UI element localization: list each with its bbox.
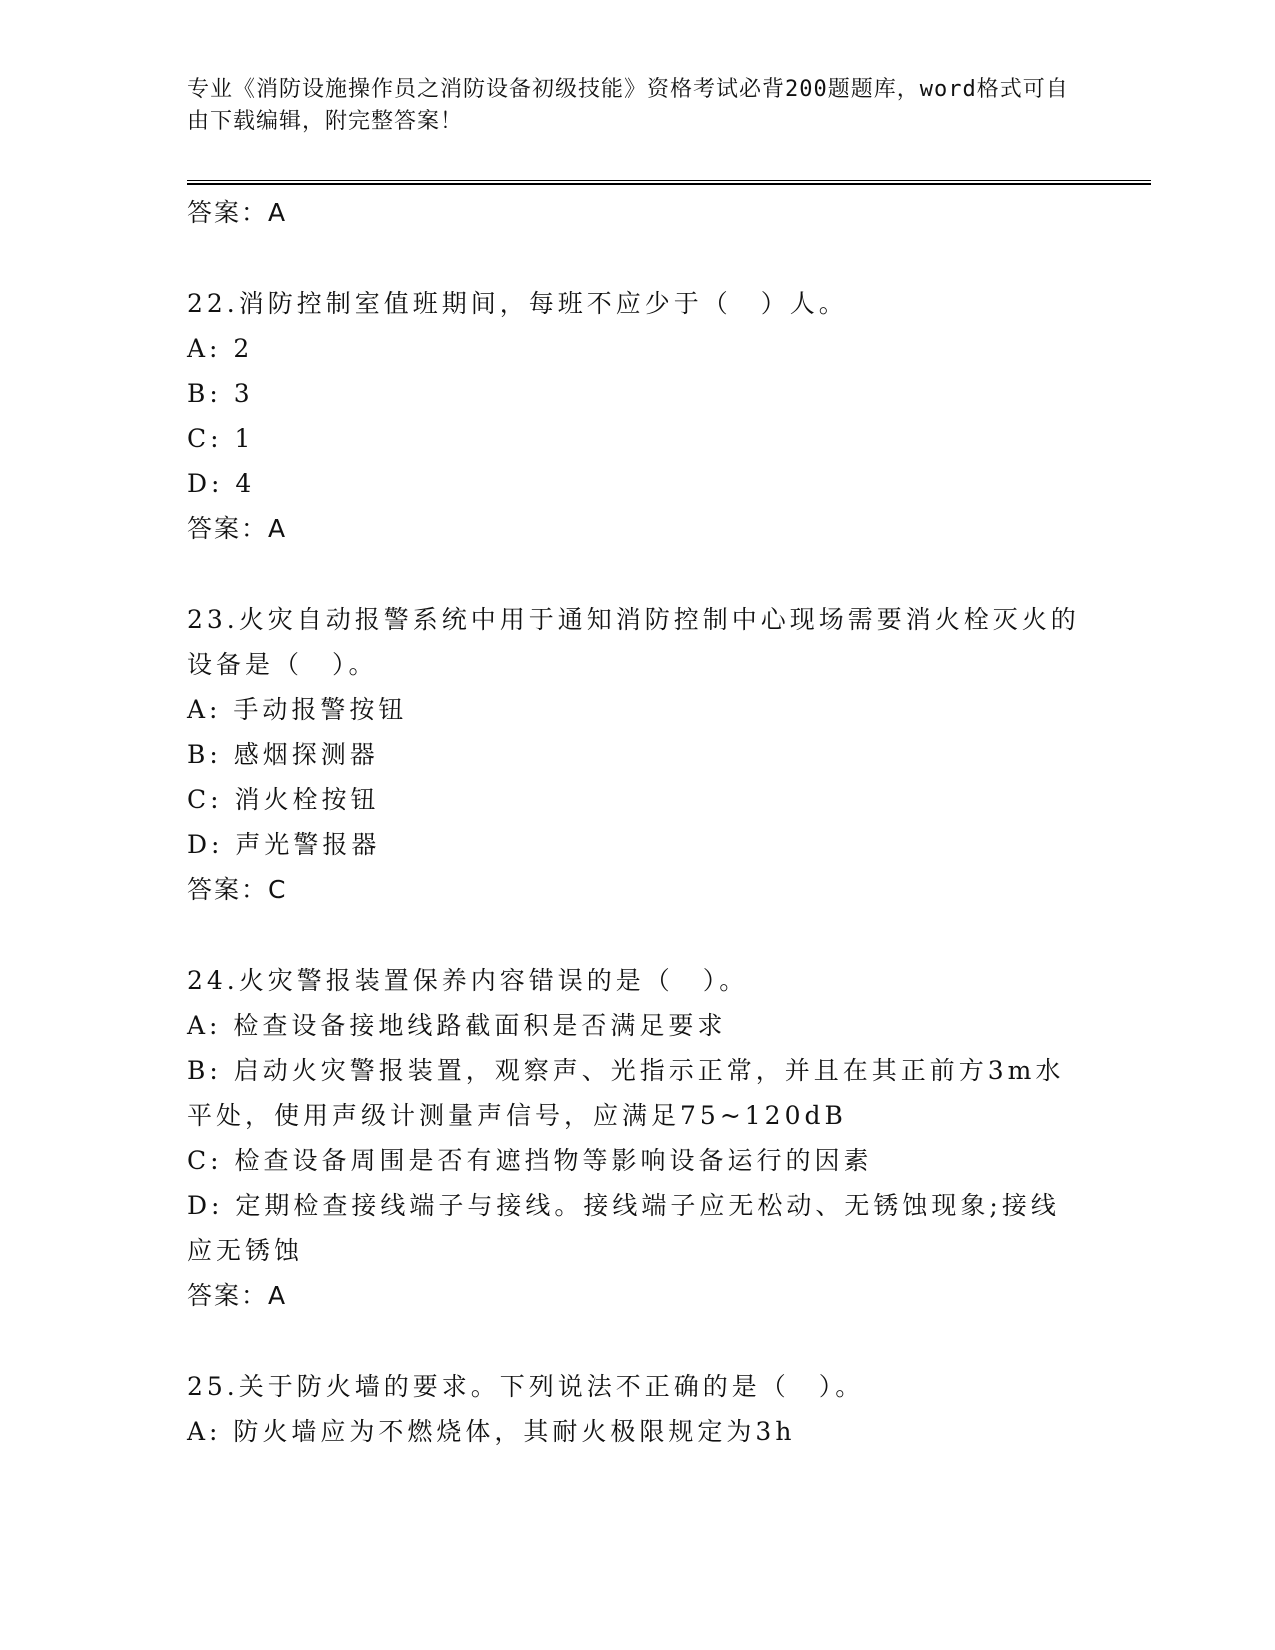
question-22 xyxy=(187,281,1087,551)
question-23 xyxy=(187,597,1087,912)
option-d: D: 声光警报器 xyxy=(187,830,381,859)
question-stem: 24.火灾警报装置保养内容错误的是（ ）。 xyxy=(187,966,749,995)
question-stem: 22.消防控制室值班期间，每班不应少于（ ）人。 xyxy=(187,289,848,318)
option-d: D: 定期检查接线端子与接线。接线端子应无松动、无锈蚀现象;接线应无锈蚀 xyxy=(187,1191,1060,1265)
option-c: C: 1 xyxy=(187,424,255,453)
header-divider xyxy=(187,180,1151,185)
option-b: B: 启动火灾警报装置，观察声、光指示正常，并且在其正前方3m水平处，使用声级计测量声信号，应满足75~120dB xyxy=(187,1056,1065,1130)
question-stem: 25.关于防火墙的要求。下列说法不正确的是（ ）。 xyxy=(187,1372,865,1401)
option-a: A: 手动报警按钮 xyxy=(187,695,408,724)
option-b: B: 感烟探测器 xyxy=(187,740,379,769)
question-24 xyxy=(187,958,1087,1318)
option-a: A: 检查设备接地线路截面积是否满足要求 xyxy=(187,1011,727,1040)
option-d: D: 4 xyxy=(187,469,256,498)
answer: 答案：A xyxy=(187,1281,288,1310)
answer: 答案：C xyxy=(187,875,288,904)
option-c: C: 消火栓按钮 xyxy=(187,785,380,814)
answer: 答案：A xyxy=(187,514,288,543)
document-header: 专业《消防设施操作员之消防设备初级技能》资格考试必背200题题库，word格式可自由下载编辑，附完整答案！ xyxy=(187,77,1069,134)
document-body xyxy=(187,190,1087,1454)
answer-21: 答案：A xyxy=(187,198,288,227)
option-b: B: 3 xyxy=(187,379,254,408)
option-a: A: 2 xyxy=(187,334,254,363)
option-c: C: 检查设备周围是否有遮挡物等影响设备运行的因素 xyxy=(187,1146,873,1175)
option-a: A: 防火墙应为不燃烧体，其耐火极限规定为3h xyxy=(187,1417,796,1446)
question-stem: 23.火灾自动报警系统中用于通知消防控制中心现场需要消火栓灭火的设备是（ ）。 xyxy=(187,605,1080,679)
question-25 xyxy=(187,1364,1087,1454)
